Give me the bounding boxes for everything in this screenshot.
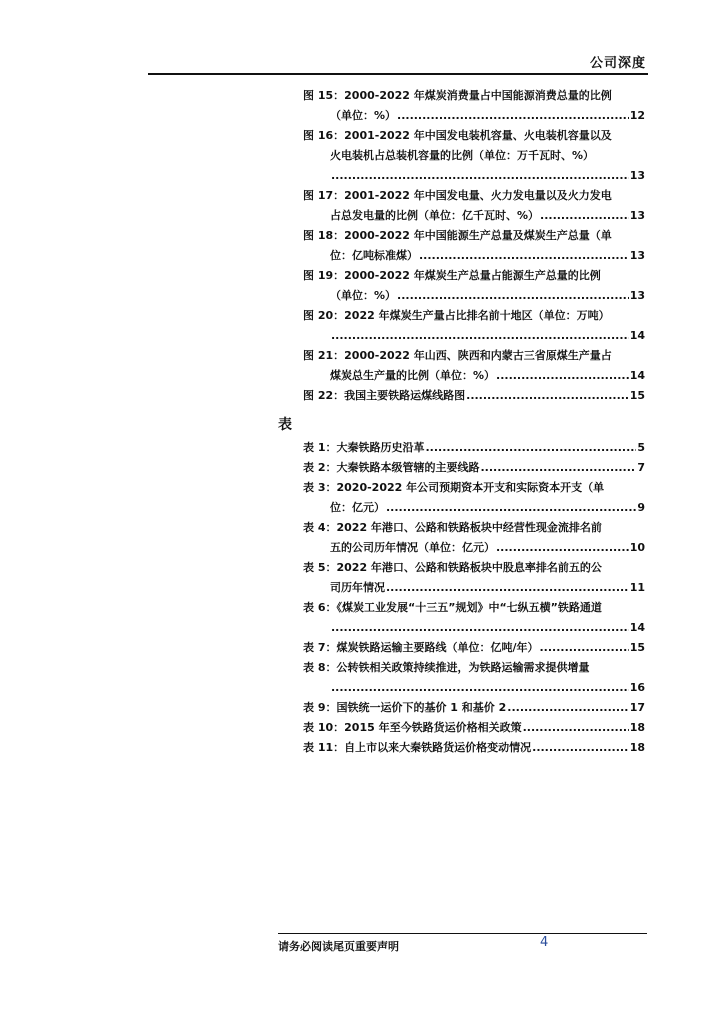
- figure-entry-page: 14: [629, 369, 645, 382]
- figure-entry-page: 12: [629, 109, 645, 122]
- dot-leader: [331, 166, 629, 186]
- table-entry[interactable]: [303, 518, 645, 558]
- figure-entry[interactable]: [303, 186, 645, 226]
- figure-entry-text: 煤炭总生产量的比例（单位：%）: [330, 369, 496, 382]
- figure-entry[interactable]: [303, 86, 645, 126]
- dot-leader: [540, 206, 629, 226]
- figure-entry-page: 14: [629, 329, 645, 342]
- table-entry-page: 17: [629, 701, 645, 714]
- figure-entry-text: 图 22：我国主要铁路运煤线路图: [303, 389, 466, 402]
- table-entry-text: 位：亿元）: [330, 501, 385, 514]
- header-title: 公司深度: [589, 56, 646, 71]
- table-entry-page: 14: [629, 621, 645, 634]
- table-entry-page: 9: [637, 501, 645, 514]
- figure-entry[interactable]: [303, 126, 645, 186]
- table-entry-text: 表 3：2020-2022 年公司预期资本开支和实际资本开支（单: [303, 481, 605, 494]
- figure-entry-page: 13: [629, 169, 645, 182]
- table-entry[interactable]: [303, 438, 645, 458]
- dot-leader: [532, 738, 629, 758]
- table-entry-text: 表 4：2022 年港口、公路和铁路板块中经营性现金流排名前: [303, 521, 602, 534]
- table-entry-text: 表 1：大秦铁路历史沿革: [303, 441, 425, 454]
- figure-entry-text: （单位：%）: [330, 289, 397, 302]
- figure-entry-text: 图 16：2001-2022 年中国发电装机容量、火电装机容量以及: [303, 129, 612, 142]
- table-entry[interactable]: [303, 558, 645, 598]
- dot-leader: [386, 578, 629, 598]
- figure-entry-text: 图 21：2000-2022 年山西、陕西和内蒙古三省原煤生产量占: [303, 349, 612, 362]
- table-entry[interactable]: [303, 698, 645, 718]
- figure-entry-page: 13: [629, 289, 645, 302]
- table-entry-page: 7: [637, 461, 645, 474]
- dot-leader: [386, 498, 636, 518]
- figure-entry-page: 13: [629, 249, 645, 262]
- table-list: [303, 438, 645, 758]
- figure-list: [303, 86, 645, 406]
- dot-leader: [496, 366, 629, 386]
- table-entry-text: 表 9：国铁统一运价下的基价 1 和基价 2: [303, 701, 507, 714]
- dot-leader: [507, 698, 628, 718]
- figure-entry[interactable]: [303, 386, 645, 406]
- table-entry-text: 司历年情况: [330, 581, 385, 594]
- dot-leader: [425, 438, 636, 458]
- table-entry-page: 18: [629, 741, 645, 754]
- table-entry-text: 五的公司历年情况（单位：亿元）: [330, 541, 495, 554]
- dot-leader: [397, 286, 629, 306]
- dot-leader: [496, 538, 629, 558]
- figure-entry-text: 图 20：2022 年煤炭生产量占比排名前十地区（单位：万吨）: [303, 309, 610, 322]
- table-entry-text: 表 6：《煤炭工业发展“十三五”规划》中“七纵五横”铁路通道: [303, 601, 602, 614]
- figure-entry[interactable]: [303, 346, 645, 386]
- table-entry[interactable]: [303, 658, 645, 698]
- figure-entry-text: 图 17：2001-2022 年中国发电量、火力发电量以及火力发电: [303, 189, 612, 202]
- figure-entry-text: （单位：%）: [330, 109, 397, 122]
- figure-entry-text: 图 18：2000-2022 年中国能源生产总量及煤炭生产总量（单: [303, 229, 612, 242]
- footer-disclaimer: 请务必阅读尾页重要声明: [278, 940, 399, 953]
- dot-leader: [331, 326, 629, 346]
- dot-leader: [331, 678, 629, 698]
- footer-rule: [278, 933, 647, 934]
- table-entry-page: 5: [637, 441, 645, 454]
- dot-leader: [540, 638, 629, 658]
- table-entry-text: 表 7：煤炭铁路运输主要路线（单位：亿吨/年）: [303, 641, 539, 654]
- figure-entry-text: 占总发电量的比例（单位：亿千瓦时、%）: [330, 209, 540, 222]
- table-entry-page: 10: [629, 541, 645, 554]
- dot-leader: [331, 618, 629, 638]
- figure-entry[interactable]: [303, 306, 645, 346]
- table-entry-text: 表 5：2022 年港口、公路和铁路板块中股息率排名前五的公: [303, 561, 602, 574]
- table-entry[interactable]: [303, 598, 645, 638]
- table-entry[interactable]: [303, 718, 645, 738]
- table-entry-text: 表 2：大秦铁路本级管辖的主要线路: [303, 461, 480, 474]
- table-entry[interactable]: [303, 478, 645, 518]
- figure-entry-text: 图 15：2000-2022 年煤炭消费量占中国能源消费总量的比例: [303, 89, 612, 102]
- page-number: 4: [540, 935, 549, 950]
- table-entry-page: 18: [629, 721, 645, 734]
- table-entry-page: 15: [629, 641, 645, 654]
- figure-entry[interactable]: [303, 266, 645, 306]
- figure-entry-page: 13: [629, 209, 645, 222]
- table-entry-text: 表 11：自上市以来大秦铁路货运价格变动情况: [303, 741, 532, 754]
- figure-entry[interactable]: [303, 226, 645, 266]
- figure-entry-text: 位：亿吨标准煤）: [330, 249, 418, 262]
- table-entry[interactable]: [303, 638, 645, 658]
- tables-heading: 表: [278, 417, 292, 433]
- dot-leader: [480, 458, 636, 478]
- table-entry-page: 16: [629, 681, 645, 694]
- table-entry[interactable]: [303, 738, 645, 758]
- figure-entry-text: 火电装机占总装机容量的比例（单位：万千瓦时、%）: [330, 149, 595, 162]
- dot-leader: [466, 386, 629, 406]
- header-rule: [148, 73, 648, 75]
- table-entry-page: 11: [629, 581, 645, 594]
- table-entry-text: 表 8：公转铁相关政策持续推进，为铁路运输需求提供增量: [303, 661, 590, 674]
- dot-leader: [419, 246, 629, 266]
- figure-entry-text: 图 19：2000-2022 年煤炭生产总量占能源生产总量的比例: [303, 269, 601, 282]
- dot-leader: [523, 718, 629, 738]
- figure-entry-page: 15: [629, 389, 645, 402]
- dot-leader: [397, 106, 629, 126]
- table-entry[interactable]: [303, 458, 645, 478]
- table-entry-text: 表 10：2015 年至今铁路货运价格相关政策: [303, 721, 522, 734]
